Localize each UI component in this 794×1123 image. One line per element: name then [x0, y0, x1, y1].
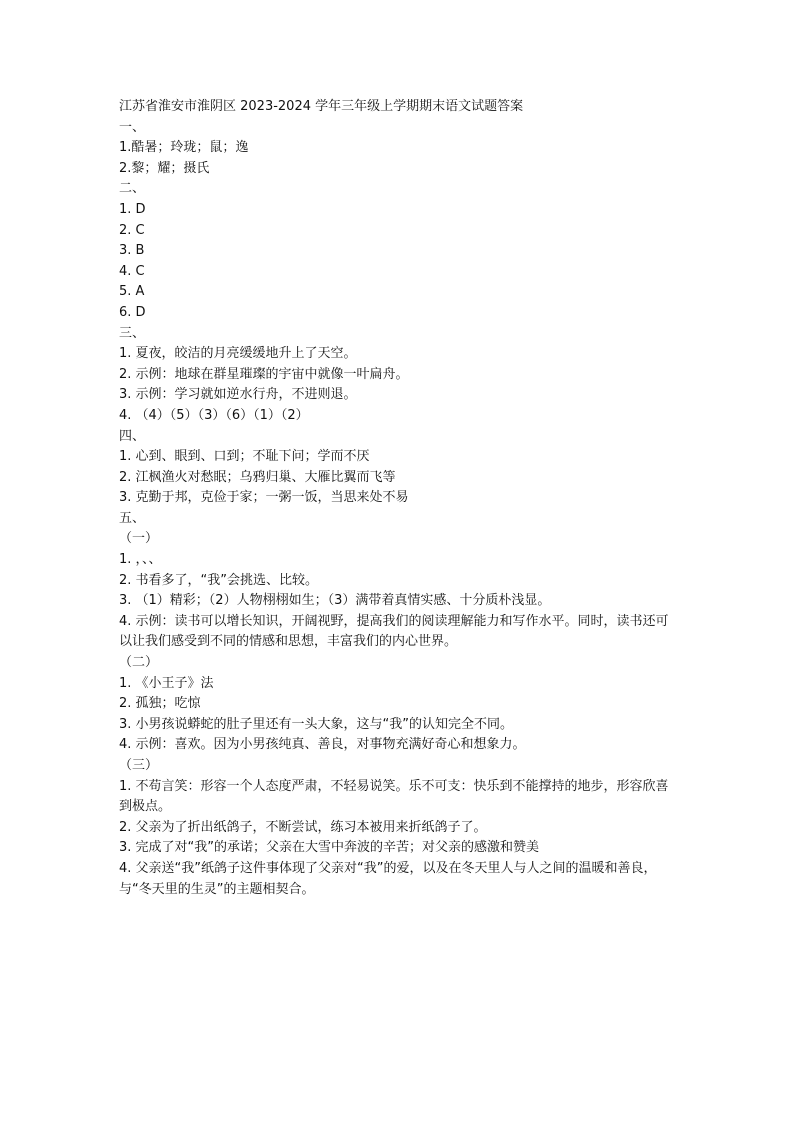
answer-line: 1. ，、、	[119, 552, 162, 568]
answer-line: 4. C	[119, 263, 145, 279]
answer-line: 2. C	[119, 222, 145, 238]
subsection-heading-3: （三）	[119, 758, 159, 773]
answer-line: 3. 示例：学习就如逆水行舟，不进则退。	[119, 387, 357, 403]
answer-line: 3. B	[119, 243, 145, 259]
answer-line: 4. （4）（5）（3）（6）（1）（2）	[119, 407, 309, 423]
answer-line: 2. 示例：地球在群星璀璨的宇宙中就像一叶扁舟。	[119, 366, 409, 382]
answer-line: 4. 示例：喜欢。因为小男孩纯真、善良，对事物充满好奇心和想象力。	[119, 737, 526, 753]
answer-line: 1. 心到、眼到、口到；不耻下问；学而不厌	[119, 449, 370, 465]
answer-line: 1. 不苟言笑：形容一个人态度严肃，不轻易说笑。乐不可支：快乐到不能撑持的地步，形容欣喜到极点。	[119, 778, 669, 815]
answer-line: 2. 书看多了，“我”会挑选、比较。	[119, 572, 319, 588]
answer-line: 1. 《小王子》法	[119, 675, 214, 691]
answer-line: 1. 夏夜，皎洁的月亮缓缓地升上了天空。	[119, 346, 357, 362]
answer-line: 2. 父亲为了折出纸鸽子，不断尝试，练习本被用来折纸鸽子了。	[119, 819, 487, 835]
answer-line: 6. D	[119, 304, 146, 320]
answer-line: 3. 完成了对“我”的承诺；父亲在大雪中奔波的辛苦；对父亲的感激和赞美	[119, 840, 540, 856]
answer-line: 2. 孤独；吃惊	[119, 696, 201, 712]
answer-line: 2.黎；耀；摄氏	[119, 160, 210, 176]
subsection-heading-2: （二）	[119, 655, 159, 671]
section-heading-4: 四、	[119, 428, 146, 444]
answer-line: 4. 父亲送“我”纸鸽子这件事体现了父亲对“我”的爱，以及在冬天里人与人之间的温暖和善良，与“冬天里的生灵”的主题相契合。	[119, 860, 657, 897]
answer-line: 1.酷暑；玲珑；鼠；逸	[119, 140, 249, 156]
subsection-heading-1: （一）	[119, 531, 159, 547]
answer-line: 4. 示例：读书可以增长知识，开阔视野，提高我们的阅读理解能力和写作水平。同时，读书还可以让我们感受到不同的情感和思想，丰富我们的内心世界。	[119, 613, 669, 650]
answer-line: 3. 小男孩说蟒蛇的肚子里还有一头大象，这与“我”的认知完全不同。	[119, 716, 514, 732]
answer-line: 3. （1）精彩；（2）人物栩栩如生；（3）满带着真情实感、十分质朴浅显。	[119, 593, 551, 609]
answer-line: 2. 江枫渔火对愁眠；乌鸦归巢、大雁比翼而飞等	[119, 469, 396, 485]
section-heading-3: 三、	[119, 325, 146, 341]
answer-document	[119, 97, 681, 900]
answer-line: 1. D	[119, 201, 146, 217]
document-title: 江苏省淮安市淮阴区 2023-2024 学年三年级上学期期末语文试题答案	[119, 99, 524, 114]
section-heading-1: 一、	[119, 119, 146, 135]
answer-line: 3. 克勤于邦，克俭于家；一粥一饭，当思来处不易	[119, 490, 409, 506]
answer-line: 5. A	[119, 284, 145, 300]
section-heading-2: 二、	[119, 181, 146, 197]
section-heading-5: 五、	[119, 510, 146, 526]
